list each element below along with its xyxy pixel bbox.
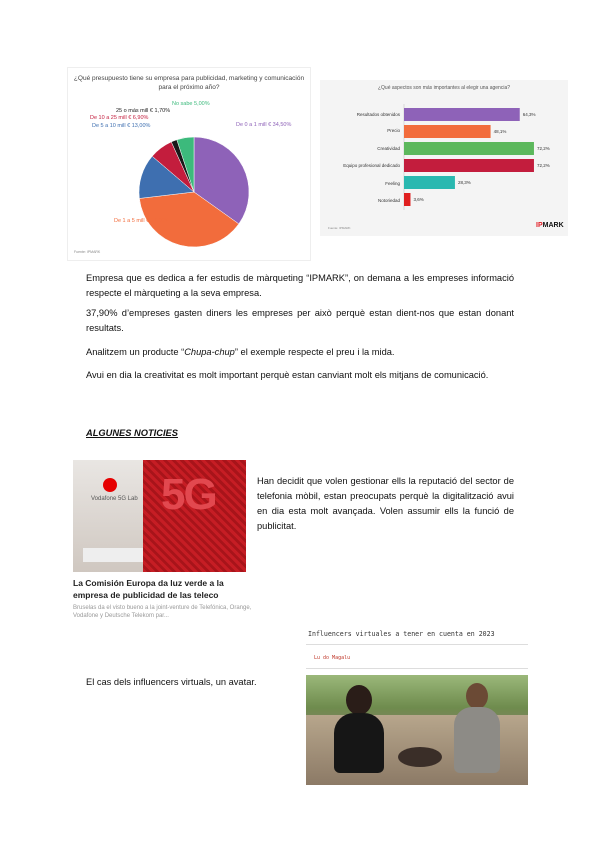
paragraph-creativity: Avui en dia la creativitat es molt important perquè estan canviant molt els mitjans de comunicació.: [86, 370, 489, 380]
vodafone-logo-icon: [103, 478, 117, 492]
bar-category-label: Equipo profesional dedicado: [343, 163, 400, 168]
pie-label: De 0 a 1 mill € 34,50%: [236, 122, 292, 128]
bar-value-label: 48,1%: [493, 129, 507, 134]
pie-chart-card: [68, 68, 310, 260]
bar: [404, 176, 455, 189]
pie-chart: [68, 68, 310, 260]
bar-value-label: 72,2%: [536, 163, 550, 168]
paragraph-ipmark: Empresa que es dedica a fer estudis de màrqueting “IPMARK”, on demana a les empreses informació respecte el màrqueting a la seva empresa.: [86, 273, 514, 298]
pie-label: De 10 a 25 mill € 6,90%: [90, 115, 149, 121]
person-head-icon: [346, 685, 372, 715]
table-icon: [398, 747, 442, 767]
bar: [404, 159, 534, 172]
pie-chart-footer: Fuente: IPMARK: [74, 250, 101, 254]
pie-label: 25 o más mill € 1,70%: [116, 108, 171, 114]
paragraph-chupachup: Analitzem un producte “Chupa-chup” el exemple respecte el preu i la mida.: [86, 347, 395, 357]
bar-category-label: Notoriedad: [377, 198, 400, 203]
bar-value-label: 3,6%: [413, 197, 424, 202]
bar: [404, 193, 410, 206]
news-image-5g: 5G: [161, 470, 216, 519]
bar-chart-card: [320, 80, 568, 236]
bar: [404, 108, 520, 121]
bar-chart-footer: Fuente: IPMARK: [328, 226, 351, 230]
bar-chart-title: ¿Qué aspectos son más importantes al elegir una agencia?: [377, 85, 511, 91]
bar-category-label: Resultados obtenidos: [356, 112, 400, 117]
person-head-icon: [466, 683, 488, 709]
pie-chart-title: ¿Qué presupuesto tiene su empresa para publicidad, marketing y comunicación para el próximo año?: [73, 75, 305, 91]
paragraph-influencers: El cas dels influencers virtuals, un avatar.: [86, 677, 257, 687]
ipmark-logo: IPMARK: [536, 222, 564, 229]
bar-category-label: Feeling: [385, 181, 400, 186]
influencer-card-title[interactable]: Influencers virtuales a tener en cuenta en 2023: [308, 630, 495, 638]
news-image-sign: Vodafone 5G Lab: [91, 496, 138, 502]
bar: [404, 142, 534, 155]
news-image: [73, 460, 246, 572]
influencer-image: [306, 675, 528, 785]
bar-chart: [320, 80, 568, 236]
person-body-icon: [334, 713, 384, 773]
bar-value-label: 72,2%: [536, 146, 550, 151]
influencer-card-author: Lu do Magalu: [314, 655, 351, 661]
paragraph-spending: 37,90% d’empreses gasten diners les empreses per això perquè estan dient-nos que estan donant resultats.: [86, 308, 514, 333]
section-heading: ALGUNES NOTICIES: [86, 428, 178, 438]
bar-category-label: Precio: [387, 128, 400, 133]
bar-value-label: 28,3%: [457, 180, 471, 185]
news-article-title[interactable]: La Comisión Europa da luz verde a la empresa de publicidad de las teleco: [73, 578, 224, 600]
person-body-icon: [454, 707, 500, 773]
pie-label: De 5 a 10 mill € 13,00%: [92, 123, 151, 129]
news-article-subtitle: Bruselas da el visto bueno a la joint-venture de Telefónica, Orange, Vodafone y Deutsche Telekom par...: [73, 605, 252, 619]
pie-label: De 1 a 5 mill € 37,90%: [114, 218, 170, 224]
pie-label: No sabe 5,00%: [172, 101, 210, 107]
bar-category-label: Creatividad: [377, 146, 400, 151]
paragraph-telecom: Han decidit que volen gestionar ells la reputació del sector de telefonia mòbil, estan preocupats perquè la digitalització avui en dia esta molt avançada. Volen assumir ells la funció de publicitat.: [257, 476, 514, 531]
bar-value-label: 64,3%: [522, 112, 536, 117]
bar: [404, 125, 491, 138]
